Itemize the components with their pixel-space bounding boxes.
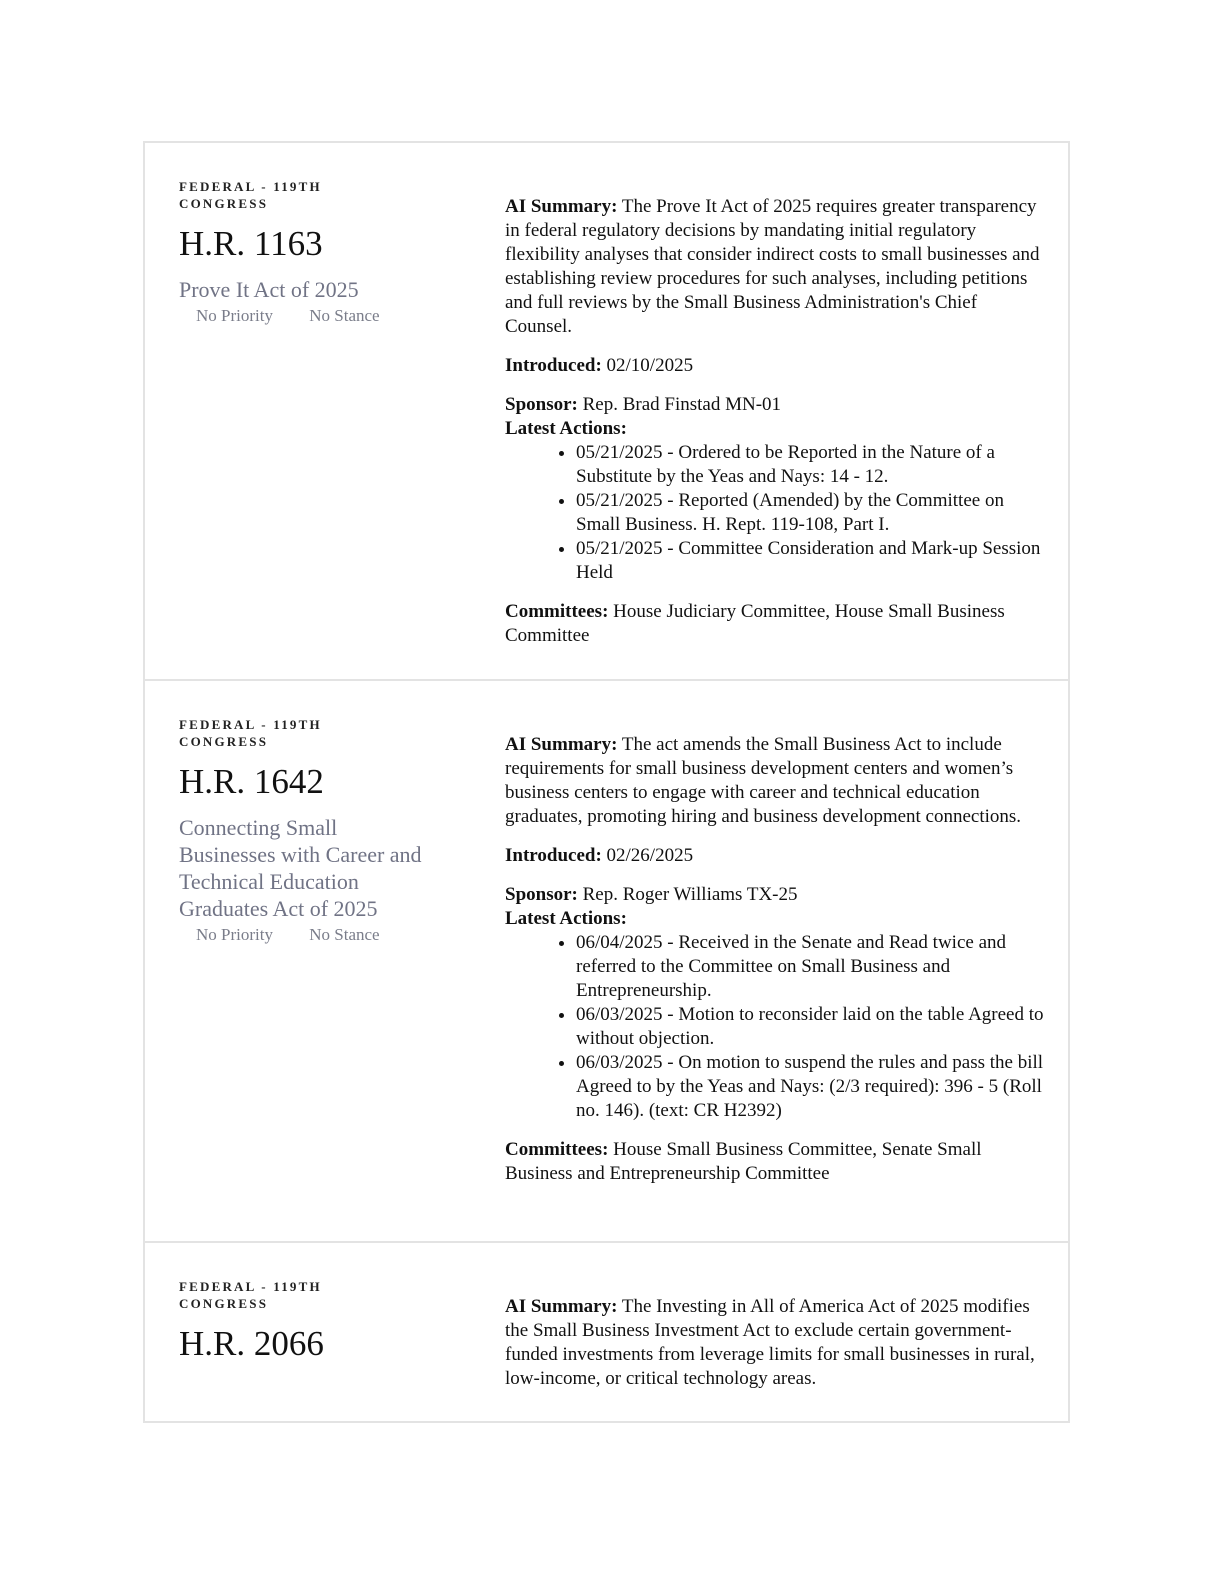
jurisdiction-label: FEDERAL - 119TH CONGRESS	[179, 717, 322, 749]
committees-text: House Judiciary Committee, House Small Business Committee	[505, 601, 1005, 646]
bill-card	[143, 679, 1070, 1243]
latest-actions-label: Latest Actions:	[505, 908, 627, 929]
bill-header	[179, 178, 439, 326]
action-item: • 06/03/2025 - On motion to suspend the rules and pass the bill Agreed to by the Yeas and Nays: (2/3 required): 396 - 5 (Roll no. 146). (text: CR H2392)	[576, 1051, 1045, 1123]
summary-label: AI Summary:	[505, 196, 618, 217]
stance-tag: No Stance	[309, 925, 380, 944]
introduced-line	[505, 844, 1045, 868]
sponsor-name: Rep. Brad Finstad MN-01	[582, 394, 782, 415]
summary-text: The Prove It Act of 2025 requires greater transparency in federal regulatory decisions by mandating initial regulatory flexibility analyses that consider indirect costs to small businesses and establishing review procedures for such analyses, including petitions and full reviews by the Small Business Administration's Chief Counsel.	[505, 196, 1040, 337]
summary-label: AI Summary:	[505, 1296, 618, 1317]
introduced-label: Introduced:	[505, 355, 602, 376]
bill-details	[505, 195, 1045, 663]
bill-list	[143, 143, 1070, 1423]
jurisdiction-label: FEDERAL - 119TH CONGRESS	[179, 179, 322, 211]
action-item: • 05/21/2025 - Reported (Amended) by the Committee on Small Business. H. Rept. 119-108, Part I.	[576, 489, 1045, 537]
committees-line	[505, 600, 1045, 648]
bill-title: Connecting Small Businesses with Career and Technical Education Graduates Act of 2025	[179, 815, 422, 921]
summary-paragraph	[505, 733, 1045, 829]
committees-text: House Small Business Committee, Senate Small Business and Entrepreneurship Committee	[505, 1139, 982, 1184]
summary-paragraph	[505, 1295, 1045, 1391]
bill-tags	[179, 306, 439, 326]
introduced-date: 02/10/2025	[606, 355, 694, 376]
summary-text: The Investing in All of America Act of 2025 modifies the Small Business Investment Act to exclude certain government-funded investments from leverage limits for small businesses in rural, low-income, or critical technology areas.	[505, 1296, 1035, 1389]
bill-number: H.R. 2066	[179, 1324, 324, 1363]
bill-card	[143, 1241, 1070, 1423]
sponsor-line	[505, 393, 1045, 417]
stance-tag: No Stance	[309, 306, 380, 325]
bill-details	[505, 1295, 1045, 1406]
introduced-label: Introduced:	[505, 845, 602, 866]
bill-number: H.R. 1163	[179, 224, 323, 263]
action-item: • 06/04/2025 - Received in the Senate and Read twice and referred to the Committee on Small Business and Entrepreneurship.	[576, 931, 1045, 1003]
summary-paragraph	[505, 195, 1045, 339]
priority-tag: No Priority	[196, 306, 273, 325]
sponsor-label: Sponsor:	[505, 884, 578, 905]
bill-tags	[179, 925, 439, 945]
sponsor-label: Sponsor:	[505, 394, 578, 415]
priority-tag: No Priority	[196, 925, 273, 944]
latest-actions-label: Latest Actions:	[505, 418, 627, 439]
action-item: • 06/03/2025 - Motion to reconsider laid on the table Agreed to without objection.	[576, 1003, 1045, 1051]
bill-number: H.R. 1642	[179, 762, 324, 801]
sponsor-line	[505, 883, 1045, 907]
bill-header	[179, 1278, 439, 1364]
summary-text: The act amends the Small Business Act to include requirements for small business development centers and women’s business centers to engage with career and technical education graduates, promoting hiring and business development connections.	[505, 734, 1022, 827]
jurisdiction-label: FEDERAL - 119TH CONGRESS	[179, 1279, 322, 1311]
introduced-date: 02/26/2025	[606, 845, 694, 866]
bill-details	[505, 733, 1045, 1201]
actions-list	[505, 931, 1045, 1123]
action-item: • 05/21/2025 - Committee Consideration and Mark-up Session Held	[576, 537, 1045, 585]
committees-label: Committees:	[505, 601, 609, 622]
introduced-line	[505, 354, 1045, 378]
actions-list	[505, 441, 1045, 585]
committees-line	[505, 1138, 1045, 1186]
action-item: • 05/21/2025 - Ordered to be Reported in the Nature of a Substitute by the Yeas and Nays: 14 - 12.	[576, 441, 1045, 489]
bill-card	[143, 141, 1070, 681]
committees-label: Committees:	[505, 1139, 609, 1160]
sponsor-name: Rep. Roger Williams TX-25	[582, 884, 798, 905]
summary-label: AI Summary:	[505, 734, 618, 755]
bill-header	[179, 716, 439, 945]
bill-title: Prove It Act of 2025	[179, 277, 359, 302]
